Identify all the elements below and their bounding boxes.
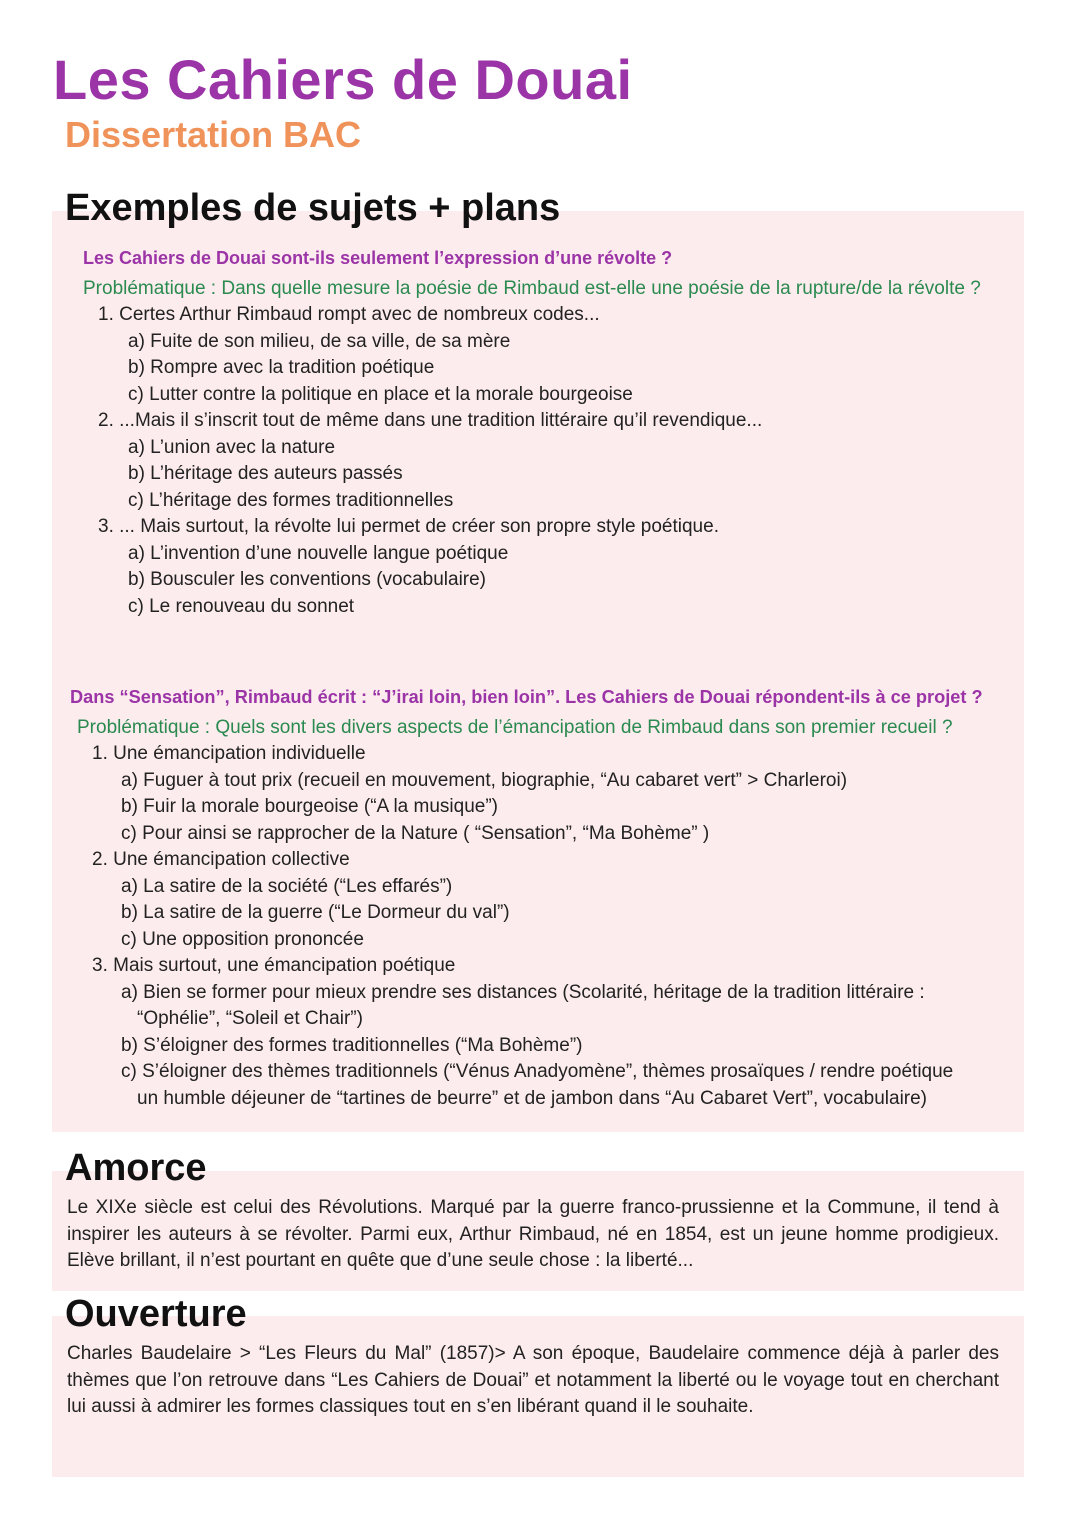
ouverture-text: Charles Baudelaire > “Les Fleurs du Mal” (1857)> A son époque, Baudelaire commence déjà à parler des thèmes que l’on retrouve dans “Les Cahiers de Douai” et notamment la liberté ou le voyage tout en cherchant lui aussi à admirer les formes classiques tout en s’en libérant quand il le souhaite. — [67, 1343, 999, 1417]
plan-subpart-continued: un humble déjeuner de “tartines de beurre” et de jambon dans “Au Cabaret Vert”, vocabulaire) — [137, 1087, 928, 1109]
ouverture-heading: Ouverture — [65, 1293, 247, 1335]
plan-subpart: a) L’invention d’une nouvelle langue poétique — [128, 542, 509, 564]
plan-subpart: c) S’éloigner des thèmes traditionnels (“Vénus Anadyomène”, thèmes prosaïques / rendre poétique — [121, 1061, 954, 1082]
page-title: Les Cahiers de Douai — [53, 48, 633, 111]
plan-part: 1. Certes Arthur Rimbaud rompt avec de nombreux codes... — [98, 304, 600, 325]
plan-subpart: b) Bousculer les conventions (vocabulaire) — [128, 569, 487, 590]
plan-subpart: a) La satire de la société (“Les effarés”) — [121, 875, 453, 897]
plan-subpart-continued: “Ophélie”, “Soleil et Chair”) — [137, 1008, 363, 1029]
subject-2 — [70, 684, 1000, 1112]
plan-subpart: c) Pour ainsi se rapprocher de la Nature ( “Sensation”, “Ma Bohème” ) — [121, 822, 710, 844]
plan-part: 3. Mais surtout, une émancipation poétique — [92, 955, 456, 976]
plan-subpart: c) Lutter contre la politique en place et la morale bourgeoise — [128, 383, 633, 405]
subject-question: Dans “Sensation”, Rimbaud écrit : “J’irai loin, bien loin”. Les Cahiers de Douai répondent-ils à ce projet ? — [70, 687, 983, 707]
plan-subpart: c) Le renouveau du sonnet — [128, 595, 355, 617]
examples-heading: Exemples de sujets + plans — [65, 187, 561, 229]
plan-subpart: c) L’héritage des formes traditionnelles — [128, 489, 454, 511]
plan-subpart: a) L’union avec la nature — [128, 436, 336, 458]
plan-subpart: b) Rompre avec la tradition poétique — [128, 357, 435, 378]
page-subtitle: Dissertation BAC — [65, 114, 362, 155]
plan-part: 2. Une émancipation collective — [92, 849, 350, 870]
plan-subpart: b) La satire de la guerre (“Le Dormeur du val”) — [121, 902, 510, 923]
plan-part: 2. ...Mais il s’inscrit tout de même dans une tradition littéraire qu’il revendique... — [98, 410, 763, 431]
subject-question: Les Cahiers de Douai sont-ils seulement l’expression d’une révolte ? — [83, 248, 673, 268]
amorce-heading: Amorce — [65, 1147, 207, 1189]
problematique: Problématique : Quels sont les divers aspects de l’émancipation de Rimbaud dans son premier recueil ? — [77, 717, 953, 738]
plan-subpart: a) Fuite de son milieu, de sa ville, de sa mère — [128, 330, 511, 352]
plan-subpart: a) Fuguer à tout prix (recueil en mouvement, biographie, “Au cabaret vert” > Charleroi) — [121, 769, 848, 791]
plan-part: 3. ... Mais surtout, la révolte lui permet de créer son propre style poétique. — [98, 516, 719, 537]
problematique: Problématique : Dans quelle mesure la poésie de Rimbaud est-elle une poésie de la rupture/de la révolte ? — [83, 278, 981, 299]
subject-1 — [83, 245, 993, 620]
plan-subpart: b) S’éloigner des formes traditionnelles (“Ma Bohème”) — [121, 1034, 583, 1056]
plan-part: 1. Une émancipation individuelle — [92, 743, 366, 764]
plan-subpart: a) Bien se former pour mieux prendre ses distances (Scolarité, héritage de la tradition littéraire : — [121, 981, 925, 1003]
amorce-text: Le XIXe siècle est celui des Révolutions. Marqué par la guerre franco-prussienne et la Commune, il tend à inspirer les auteurs à se révolter. Parmi eux, Arthur Rimbaud, né en 1854, est un jeune homme prodigieux. Elève brillant, il n’est pourtant en quête que d’une seule chose : la liberté... — [67, 1197, 999, 1271]
plan-subpart: b) L’héritage des auteurs passés — [128, 463, 403, 484]
plan-subpart: b) Fuir la morale bourgeoise (“A la musique”) — [121, 796, 498, 817]
plan-subpart: c) Une opposition prononcée — [121, 928, 364, 950]
